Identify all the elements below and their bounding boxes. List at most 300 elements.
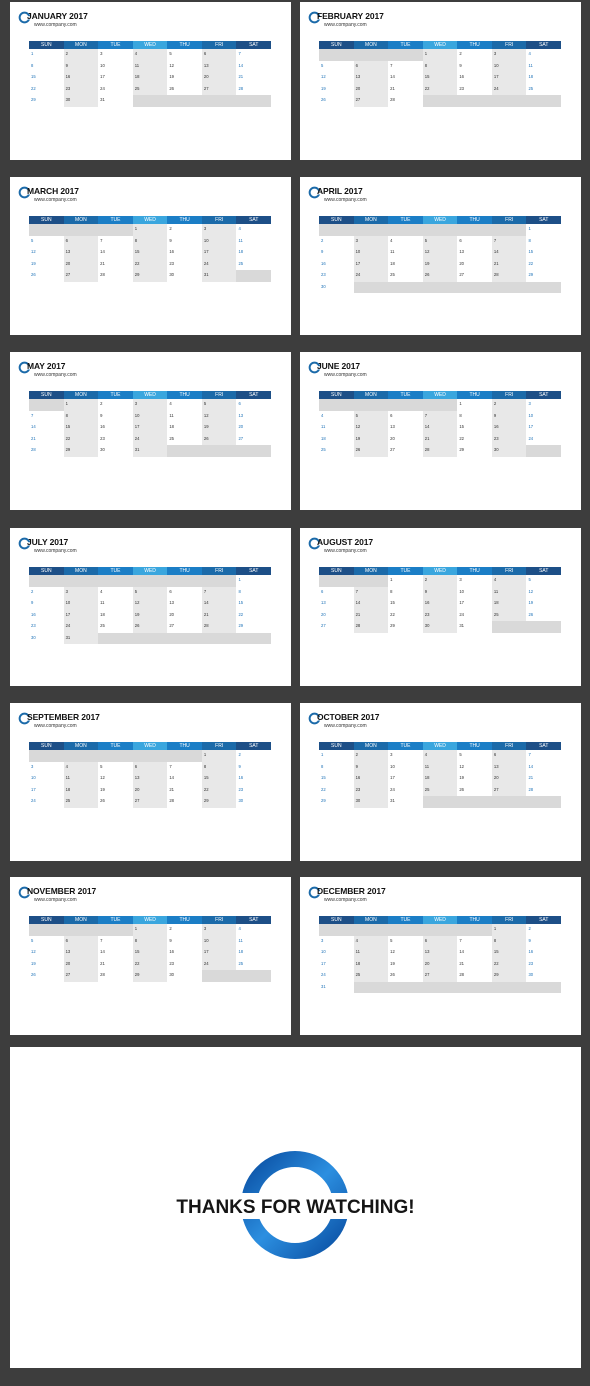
empty-cell [236,445,271,457]
company-url: www.company.com [324,22,367,28]
day-cell: 7 [31,412,34,418]
day-cell: 17 [492,72,527,84]
empty-cell [492,282,527,294]
calendar-grid [29,391,271,457]
day-cell: 28 [169,798,174,803]
day-cell: 12 [133,598,168,610]
empty-cell [236,970,271,982]
week-row [319,785,561,797]
day-cell: 4 [133,49,168,61]
day-cell: 30 [169,272,174,277]
day-cell: 19 [133,610,168,622]
day-cell: 7 [459,937,462,943]
month-slide [10,528,291,686]
weekday-header [319,391,561,399]
day-cell: 11 [492,587,527,599]
day-cell: 9 [31,600,34,605]
week-row [319,610,561,622]
day-cell: 5 [354,411,389,423]
day-cell: 19 [31,260,36,266]
day-cell: 20 [423,959,458,971]
calendar-grid [29,567,271,644]
day-cell: 29 [528,272,534,277]
month-slide [10,2,291,160]
empty-cell [167,445,202,457]
empty-cell [98,750,133,762]
day-cell: 6 [64,236,99,248]
day-cell: 25 [528,85,534,91]
day-cell: 8 [64,411,99,423]
day-cell: 1 [321,752,324,757]
day-cell: 2 [31,588,34,594]
day-cell: 4 [354,936,389,948]
day-cell: 19 [390,960,395,966]
empty-cell [64,924,99,936]
day-cell: 28 [100,972,105,977]
day-cell: 26 [423,270,458,282]
day-cell: 4 [390,237,393,243]
day-cell: 30 [423,621,458,633]
day-cell: 26 [354,445,389,457]
weekday-label: FRI [492,391,527,399]
day-cell: 5 [459,752,462,757]
weekday-label: TUE [388,391,423,399]
weekday-header [29,41,271,49]
week-row [319,49,561,61]
weekday-label: FRI [202,567,237,575]
day-cell: 23 [321,272,326,277]
day-cell: 15 [31,74,36,79]
day-cell: 26 [100,798,105,803]
day-cell: 1 [202,750,237,762]
day-cell: 15 [390,600,395,605]
day-cell: 25 [354,970,389,982]
week-row [319,259,561,271]
day-cell: 15 [459,424,464,429]
weekday-label: WED [423,916,458,924]
day-cell: 2 [354,750,389,762]
company-url: www.company.com [324,897,367,903]
day-cell: 31 [64,633,99,645]
weekday-label: FRI [492,567,527,575]
day-cell: 6 [238,401,241,406]
calendar-grid [319,391,561,457]
day-cell: 4 [238,926,241,931]
company-url: www.company.com [324,548,367,554]
weekday-label: MON [64,916,99,924]
weekday-label: MON [354,916,389,924]
watermark-subtext: 图索PPT [475,1340,521,1350]
month-title: FEBRUARY 2017 [317,11,384,21]
weekday-label: TUE [388,742,423,750]
weekday-label: FRI [492,41,527,49]
weekday-label: WED [133,216,168,224]
calendar-grid [29,41,271,107]
day-cell: 4 [238,226,241,231]
empty-cell [526,621,561,633]
day-cell: 21 [492,259,527,271]
week-row [319,282,561,294]
day-cell: 14 [492,247,527,259]
day-cell: 12 [459,763,464,769]
day-cell: 17 [64,610,99,622]
weekday-header [319,41,561,49]
weekday-label: SUN [319,567,354,575]
weekday-label: MON [64,391,99,399]
day-cell: 21 [528,775,534,780]
calendar-grid [319,742,561,808]
weekday-label: MON [64,742,99,750]
week-row [319,970,561,982]
day-cell: 14 [100,949,105,954]
day-cell: 13 [238,412,244,418]
day-cell: 13 [390,424,395,429]
day-cell: 11 [238,237,243,243]
weekday-label: THU [167,567,202,575]
weekday-label: MON [354,216,389,224]
empty-cell [388,924,423,936]
day-cell: 24 [321,972,326,977]
day-cell: 16 [423,598,458,610]
day-cell: 19 [202,422,237,434]
day-cell: 8 [31,62,34,68]
day-cell: 9 [100,412,103,418]
day-cell: 13 [459,249,464,254]
company-url: www.company.com [324,723,367,729]
weekday-label: THU [167,391,202,399]
empty-cell [202,95,237,107]
week-row [319,750,561,762]
day-cell: 18 [528,74,534,79]
day-cell: 9 [64,61,99,73]
weekday-label: SAT [236,742,271,750]
weekday-label: THU [167,916,202,924]
day-cell: 13 [64,247,99,259]
day-cell: 7 [354,587,389,599]
month-slide [10,703,291,861]
day-cell: 16 [459,74,464,79]
day-cell: 20 [64,259,99,271]
week-row [29,621,271,633]
empty-cell [457,95,492,107]
weekday-label: SAT [236,41,271,49]
day-cell: 16 [64,72,99,84]
empty-cell [354,282,389,294]
week-row [319,236,561,248]
day-cell: 29 [390,623,395,628]
day-cell: 24 [31,798,36,803]
day-cell: 27 [64,270,99,282]
day-cell: 22 [390,611,395,617]
day-cell: 17 [459,600,464,605]
weekday-label: TUE [98,41,133,49]
day-cell: 3 [390,752,393,757]
empty-cell [98,575,133,587]
day-cell: 14 [390,74,395,79]
week-row [29,587,271,599]
day-cell: 3 [354,236,389,248]
day-cell: 7 [238,51,241,56]
weekday-header [29,391,271,399]
day-cell: 30 [321,283,326,289]
day-cell: 6 [321,588,324,594]
day-cell: 24 [492,84,527,96]
day-cell: 6 [390,412,393,418]
weekday-label: SAT [526,41,561,49]
day-cell: 29 [202,796,237,808]
month-slide [300,177,581,335]
day-cell: 20 [354,84,389,96]
day-cell: 22 [31,85,36,91]
day-cell: 25 [100,623,105,628]
day-cell: 22 [133,259,168,271]
weekday-label: THU [167,41,202,49]
day-cell: 12 [202,411,237,423]
month-slide [10,352,291,510]
day-cell: 16 [100,424,105,429]
empty-cell [423,399,458,411]
day-cell: 10 [528,412,534,418]
day-cell: 8 [492,936,527,948]
day-cell: 21 [31,435,36,441]
day-cell: 3 [321,937,324,943]
day-cell: 30 [492,445,527,457]
day-cell: 1 [423,49,458,61]
empty-cell [492,621,527,633]
week-row [29,411,271,423]
day-cell: 24 [390,786,395,792]
weekday-label: TUE [98,916,133,924]
weekday-label: TUE [98,742,133,750]
week-row [29,575,271,587]
day-cell: 28 [100,272,105,277]
day-cell: 6 [133,762,168,774]
day-cell: 31 [133,445,168,457]
day-cell: 2 [100,401,103,406]
day-cell: 24 [64,621,99,633]
empty-cell [133,575,168,587]
day-cell: 31 [459,623,464,628]
month-slide [300,703,581,861]
empty-cell [202,575,237,587]
weekday-label: SUN [29,391,64,399]
day-cell: 20 [238,424,244,429]
day-cell: 26 [459,786,464,792]
day-cell: 11 [354,947,389,959]
day-cell: 17 [202,247,237,259]
day-cell: 15 [133,947,168,959]
day-cell: 27 [169,623,174,628]
day-cell: 14 [423,422,458,434]
month-slide [300,2,581,160]
day-cell: 28 [459,972,464,977]
day-cell: 5 [169,51,172,56]
week-row [29,796,271,808]
day-cell: 13 [202,61,237,73]
day-cell: 18 [238,949,244,954]
day-cell: 11 [133,61,168,73]
day-cell: 6 [169,588,172,594]
weekday-header [29,567,271,575]
week-row [29,970,271,982]
day-cell: 5 [321,62,324,68]
day-cell: 22 [459,435,464,441]
day-cell: 8 [202,762,237,774]
day-cell: 28 [390,97,395,102]
day-cell: 20 [133,785,168,797]
month-title: NOVEMBER 2017 [27,886,97,896]
weekday-label: THU [167,216,202,224]
company-url: www.company.com [34,372,77,378]
empty-cell [167,750,202,762]
week-row [319,924,561,936]
day-cell: 4 [64,762,99,774]
day-cell: 3 [492,49,527,61]
day-cell: 29 [133,270,168,282]
weekday-label: SAT [526,742,561,750]
day-cell: 23 [492,434,527,446]
weekday-label: MON [64,567,99,575]
day-cell: 28 [31,447,36,452]
day-cell: 22 [238,611,244,617]
weekday-label: TUE [388,567,423,575]
day-cell: 14 [202,598,237,610]
empty-cell [457,224,492,236]
week-row [29,399,271,411]
week-row [29,236,271,248]
day-cell: 26 [321,97,326,102]
day-cell: 22 [202,785,237,797]
week-row [319,445,561,457]
weekday-label: THU [457,391,492,399]
day-cell: 31 [202,270,237,282]
weekday-label: TUE [98,391,133,399]
weekday-label: MON [64,41,99,49]
company-url: www.company.com [34,723,77,729]
day-cell: 11 [390,249,395,254]
week-row [29,773,271,785]
weekday-label: THU [457,916,492,924]
day-cell: 21 [100,960,105,966]
empty-cell [319,224,354,236]
day-cell: 16 [169,249,174,254]
day-cell: 17 [100,74,105,79]
empty-cell [29,750,64,762]
day-cell: 29 [321,798,326,803]
weekday-label: SUN [29,567,64,575]
day-cell: 23 [31,623,36,628]
day-cell: 31 [390,798,395,803]
company-url: www.company.com [34,548,77,554]
weekday-label: FRI [202,391,237,399]
day-cell: 1 [133,924,168,936]
watermark [441,1322,559,1352]
day-cell: 26 [31,972,36,977]
week-row [29,270,271,282]
day-cell: 18 [133,72,168,84]
day-cell: 8 [238,588,241,594]
empty-cell [526,982,561,994]
day-cell: 23 [423,610,458,622]
month-title: JULY 2017 [27,537,69,547]
day-cell: 23 [64,84,99,96]
weekday-label: SUN [319,216,354,224]
weekday-label: WED [423,41,458,49]
day-cell: 13 [321,600,326,605]
week-row [319,598,561,610]
week-row [319,247,561,259]
day-cell: 22 [528,260,534,266]
day-cell: 5 [31,937,34,943]
week-row [319,270,561,282]
weekday-header [319,216,561,224]
day-cell: 6 [492,750,527,762]
empty-cell [29,224,64,236]
day-cell: 10 [64,598,99,610]
day-cell: 13 [64,947,99,959]
day-cell: 4 [423,750,458,762]
empty-cell [202,970,237,982]
weekday-header [319,916,561,924]
day-cell: 5 [390,937,393,943]
day-cell: 18 [321,435,326,441]
day-cell: 4 [321,412,324,418]
weekday-header [29,742,271,750]
calendar-grid [319,567,561,633]
day-cell: 22 [423,84,458,96]
day-cell: 18 [423,773,458,785]
day-cell: 17 [202,947,237,959]
day-cell: 24 [528,435,534,441]
day-cell: 6 [459,237,462,243]
day-cell: 10 [321,949,326,954]
weekday-label: MON [354,41,389,49]
day-cell: 2 [169,926,172,931]
day-cell: 27 [390,447,395,452]
week-row [319,796,561,808]
day-cell: 7 [492,236,527,248]
day-cell: 27 [459,272,464,277]
day-cell: 7 [390,62,393,68]
week-row [29,598,271,610]
day-cell: 22 [321,786,326,792]
week-row [29,84,271,96]
weekday-label: SAT [526,567,561,575]
day-cell: 26 [133,621,168,633]
day-cell: 5 [100,763,103,769]
empty-cell [423,224,458,236]
day-cell: 23 [169,960,174,966]
month-title: AUGUST 2017 [317,537,374,547]
week-row [29,924,271,936]
empty-cell [354,49,389,61]
day-cell: 12 [423,247,458,259]
week-row [319,224,561,236]
day-cell: 12 [354,422,389,434]
weekday-label: WED [423,567,458,575]
day-cell: 12 [169,62,174,68]
day-cell: 22 [133,959,168,971]
day-cell: 2 [238,752,241,757]
day-cell: 20 [321,611,326,617]
company-url: www.company.com [34,197,77,203]
day-cell: 30 [100,447,105,452]
day-cell: 1 [31,51,34,56]
weekday-label: SAT [236,567,271,575]
calendar-grid [319,916,561,993]
gfxaa-logo-icon [441,1322,471,1352]
day-cell: 26 [390,972,395,977]
